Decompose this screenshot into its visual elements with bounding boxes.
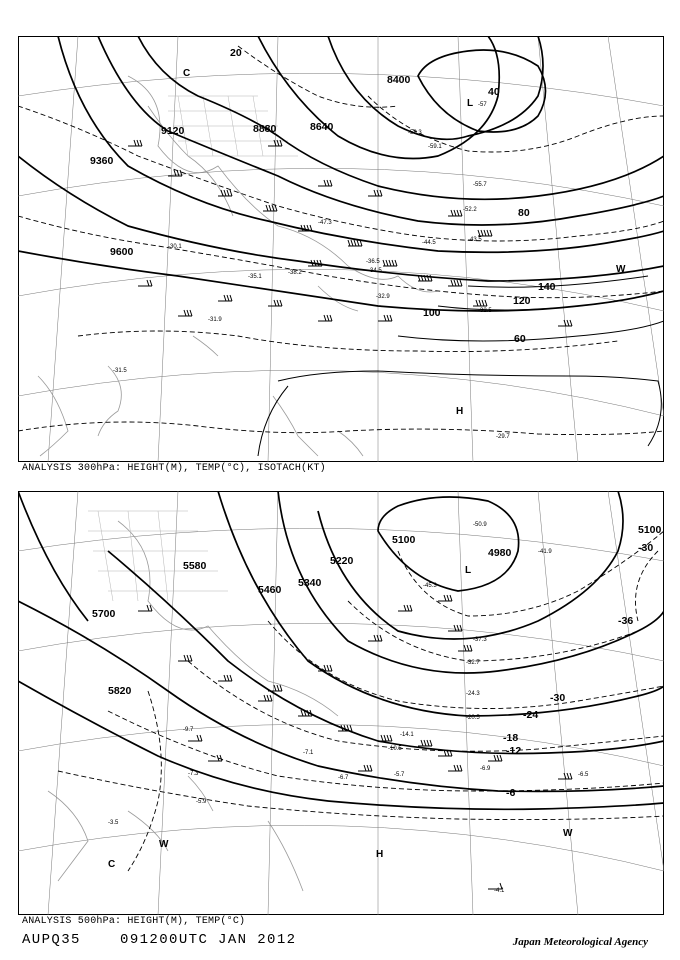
- temp-label: -32.5: [478, 308, 492, 314]
- isotach-label-20: 20: [230, 47, 242, 59]
- warm-center-marker: W: [616, 264, 626, 275]
- wind-barb-feather: [454, 280, 456, 286]
- height-label-5340: 5340: [298, 577, 322, 589]
- wind-barb-feather: [410, 605, 412, 611]
- temp-label: -30.1: [168, 244, 182, 250]
- wind-barb-feather: [357, 240, 359, 246]
- station-label: -3.5: [108, 820, 119, 826]
- wind-barb-feather: [174, 170, 176, 176]
- wind-barb-feather: [387, 315, 389, 321]
- wind-barb-feather: [301, 710, 303, 716]
- isotach-label-60: 60: [514, 333, 526, 345]
- wind-barb-feather: [266, 205, 268, 211]
- height-label-5580: 5580: [183, 560, 207, 572]
- wind-barb-feather: [384, 315, 386, 321]
- wind-barb-feather: [454, 210, 456, 216]
- wind-barb-feather: [200, 735, 202, 741]
- temp-label: -31.9: [208, 317, 222, 323]
- wind-barb-feather: [227, 295, 229, 301]
- wind-barb-feather: [267, 695, 269, 701]
- wind-barb-feather: [190, 310, 192, 316]
- wind-barbs: [128, 140, 572, 326]
- wind-barb-feather: [470, 645, 472, 651]
- wind-barb-feather: [430, 740, 432, 746]
- station-label: -4.1: [494, 888, 505, 894]
- isotach-label-80: 80: [518, 207, 530, 219]
- wind-barb-feather: [451, 210, 453, 216]
- wind-barb-feather: [481, 230, 483, 236]
- border-hatch: [168, 96, 298, 156]
- wind-barb-feather: [395, 260, 397, 266]
- height-label-5220: 5220: [330, 555, 354, 567]
- wind-barb-feather: [230, 675, 232, 681]
- temp-label: -29.7: [496, 434, 510, 440]
- wind-barb-feather: [380, 190, 382, 196]
- wind-barb-feather: [227, 675, 229, 681]
- wind-barb-feather: [230, 295, 232, 301]
- wind-barb-feather: [270, 695, 272, 701]
- wind-barb-feather: [381, 735, 383, 741]
- wind-barb-feather: [380, 635, 382, 641]
- agency-name: Japan Meteorological Agency: [512, 936, 648, 948]
- wind-barb-feather: [269, 205, 271, 211]
- cold-center-marker: C: [183, 68, 191, 79]
- high-pressure-marker: H: [376, 849, 384, 860]
- wind-barb-feather: [487, 230, 489, 236]
- wind-barb-feather: [277, 300, 279, 306]
- height-label-5820: 5820: [108, 685, 132, 697]
- station-label: -45.3: [423, 583, 437, 589]
- wind-barb-feather: [364, 765, 366, 771]
- wind-barb-feather: [351, 240, 353, 246]
- height-label-9600: 9600: [110, 246, 134, 258]
- border-hatch: [88, 511, 228, 601]
- map-300hpa: [18, 36, 664, 462]
- wind-barb-feather: [457, 280, 459, 286]
- temp-label: -44.5: [422, 240, 436, 246]
- height-label-5100-east: 5100: [638, 524, 662, 536]
- wind-barb-feather: [274, 300, 276, 306]
- station-label: -6.7: [338, 775, 349, 781]
- temp-label: -57: [478, 102, 487, 108]
- wind-barb-feather: [374, 190, 376, 196]
- wind-barb-feather: [457, 765, 459, 771]
- temp-label: -31.5: [113, 368, 127, 374]
- isotach-label-120: 120: [513, 295, 531, 307]
- temp-contour-label: -12: [506, 745, 522, 757]
- wind-barb-feather: [476, 300, 478, 306]
- low-pressure-marker: L: [465, 565, 472, 576]
- wind-barb-feather: [450, 595, 452, 601]
- wind-barb-feather: [457, 625, 459, 631]
- wind-barb-feather: [330, 665, 332, 671]
- wind-barb-feather: [147, 605, 149, 611]
- height-label-5700: 5700: [92, 608, 116, 620]
- temp-label: -38.2: [288, 270, 302, 276]
- wind-barb-feather: [460, 210, 462, 216]
- temp-contour-label: -18: [503, 732, 519, 744]
- wind-barb-feather: [387, 735, 389, 741]
- analysis-datetime: 091200UTC JAN 2012: [120, 932, 297, 948]
- isotach-label-40: 40: [488, 86, 500, 98]
- temp-label: -52.2: [463, 207, 477, 213]
- station-label: -50.9: [473, 522, 487, 528]
- wind-barb-feather: [383, 260, 385, 266]
- wind-barb-feather: [350, 725, 352, 731]
- wind-barb-feather: [280, 300, 282, 306]
- height-contours: [18, 491, 664, 809]
- map-500hpa-canvas: [18, 491, 664, 915]
- wind-barb-feather: [567, 773, 569, 779]
- wind-barb-feather: [447, 595, 449, 601]
- station-label: -6.5: [578, 772, 589, 778]
- station-label: -41.9: [538, 549, 552, 555]
- temperature-contours: [58, 531, 664, 871]
- wind-barb-feather: [460, 765, 462, 771]
- cold-center-marker: C: [108, 859, 116, 870]
- wind-barb-feather: [150, 280, 152, 286]
- wind-barb-feather: [230, 190, 232, 196]
- temp-label: -58.3: [408, 130, 422, 136]
- temp-label: -59.1: [428, 144, 442, 150]
- wind-barb-feather: [370, 765, 372, 771]
- low-pressure-marker: L: [467, 98, 474, 109]
- wind-barb-feather: [367, 765, 369, 771]
- wind-barb-feather: [427, 740, 429, 746]
- height-label-9120: 9120: [161, 125, 185, 137]
- wind-barb-feather: [187, 310, 189, 316]
- wind-barb-feather: [482, 300, 484, 306]
- wind-barb-feather: [221, 190, 223, 196]
- wind-barb-feather: [392, 260, 394, 266]
- wind-barb-feather: [197, 735, 199, 741]
- station-label: -20.5: [466, 715, 480, 721]
- station-label: -5.7: [394, 772, 405, 778]
- wind-barb-feather: [457, 210, 459, 216]
- warm-center-marker: W: [563, 828, 573, 839]
- wind-barb-feather: [190, 655, 192, 661]
- wind-barb-feather: [327, 180, 329, 186]
- temp-label: -34.5: [368, 268, 382, 274]
- wind-barb-feather: [404, 605, 406, 611]
- wind-barb-feather: [500, 755, 502, 761]
- wind-barb-feather: [184, 655, 186, 661]
- wind-barb-feather: [389, 260, 391, 266]
- temp-contour-label: -24: [523, 709, 539, 721]
- wind-barb-feather: [478, 230, 480, 236]
- temp-label: -47.3: [318, 220, 332, 226]
- wind-barb-feather: [224, 675, 226, 681]
- station-label: -7.3: [188, 771, 199, 777]
- station-label: -5.9: [196, 799, 207, 805]
- wind-barb-feather: [134, 140, 136, 146]
- wind-barb-feather: [224, 190, 226, 196]
- height-label-8400: 8400: [387, 74, 411, 86]
- wind-barb-feather: [264, 695, 266, 701]
- wind-barb-feather: [497, 755, 499, 761]
- wind-barb-feather: [484, 230, 486, 236]
- wind-barb-feather: [570, 320, 572, 326]
- temp-contour-label: -36: [618, 615, 634, 627]
- station-label: -10.5: [388, 746, 402, 752]
- wind-barb-feather: [227, 190, 229, 196]
- wind-barb-feather: [451, 280, 453, 286]
- height-label-8880: 8880: [253, 123, 277, 135]
- wind-barb-feather: [330, 315, 332, 321]
- wind-barb-feather: [384, 735, 386, 741]
- station-label: -32.7: [466, 660, 480, 666]
- wind-barb-feather: [390, 735, 392, 741]
- wind-barb-feather: [567, 320, 569, 326]
- wind-barb-feather: [454, 765, 456, 771]
- wind-barb-feather: [467, 645, 469, 651]
- wind-barb-feather: [280, 685, 282, 691]
- station-label: -24.3: [466, 691, 480, 697]
- station-label: -7.1: [303, 750, 314, 756]
- map-300hpa-canvas: [18, 36, 664, 462]
- wind-barb-feather: [570, 773, 572, 779]
- temp-label: -43.5: [468, 237, 482, 243]
- wind-barb-feather: [180, 170, 182, 176]
- station-label: -37.3: [473, 637, 487, 643]
- wind-barb-feather: [460, 625, 462, 631]
- caption-300hpa: ANALYSIS 300hPa: HEIGHT(M), TEMP(°C), ISOTACH(KT): [22, 463, 326, 474]
- wind-barb-feather: [187, 655, 189, 661]
- wind-barb-feather: [220, 755, 222, 761]
- wind-barb-feather: [354, 240, 356, 246]
- wind-barb-feather: [421, 740, 423, 746]
- wind-barb-feather: [430, 275, 432, 281]
- wind-barb-feather: [479, 300, 481, 306]
- station-label: -9.7: [183, 727, 194, 733]
- station-label: -14.1: [400, 732, 414, 738]
- wind-barb-feather: [272, 205, 274, 211]
- wind-barb-feather: [147, 280, 149, 286]
- wind-barb-feather: [324, 315, 326, 321]
- wind-barb-feather: [464, 645, 466, 651]
- isotach-label-140: 140: [538, 281, 556, 293]
- wind-barb-feather: [460, 280, 462, 286]
- wind-barb-feather: [274, 685, 276, 691]
- isotach-contours: [258, 276, 664, 456]
- temp-contour-label: -6: [506, 787, 516, 799]
- wind-barb-feather: [137, 140, 139, 146]
- height-label-8640: 8640: [310, 121, 334, 133]
- wind-barb-feather: [454, 625, 456, 631]
- wind-barb-feather: [327, 315, 329, 321]
- product-header: [22, 932, 296, 948]
- high-pressure-marker: H: [456, 406, 464, 417]
- wind-barb-feather: [275, 205, 277, 211]
- station-label: -6.9: [480, 766, 491, 772]
- wind-barb-feather: [224, 295, 226, 301]
- wind-barb-feather: [327, 665, 329, 671]
- wind-barb-feather: [494, 755, 496, 761]
- wind-barb-feather: [324, 180, 326, 186]
- wind-barb-feather: [390, 315, 392, 321]
- wind-barb-feather: [330, 180, 332, 186]
- wind-barb-feather: [140, 140, 142, 146]
- temp-label: -55.7: [473, 182, 487, 188]
- wind-barb-feather: [277, 685, 279, 691]
- wind-barb-feather: [348, 240, 350, 246]
- temp-label: -35.1: [248, 274, 262, 280]
- wind-barb-feather: [490, 230, 492, 236]
- wind-barb-feather: [386, 260, 388, 266]
- wind-barb-feather: [424, 740, 426, 746]
- wind-barb-feather: [184, 310, 186, 316]
- height-label-5460: 5460: [258, 584, 282, 596]
- wind-barb-feather: [374, 635, 376, 641]
- height-label-9360: 9360: [90, 155, 114, 167]
- temp-contour-label: -30: [550, 692, 566, 704]
- height-label-5100: 5100: [392, 534, 416, 546]
- map-500hpa: [18, 491, 664, 915]
- product-code: AUPQ35: [22, 932, 81, 948]
- temp-label: -32.9: [376, 294, 390, 300]
- warm-center-marker: W: [159, 839, 169, 850]
- temp-contour-label: -30: [638, 542, 654, 554]
- height-label-4980: 4980: [488, 547, 512, 559]
- temp-label: -36.5: [366, 259, 380, 265]
- isotach-label-100: 100: [423, 307, 441, 319]
- wind-barb-feather: [485, 300, 487, 306]
- wind-barb-feather: [444, 595, 446, 601]
- wind-barb-feather: [407, 605, 409, 611]
- caption-500hpa: ANALYSIS 500hPa: HEIGHT(M), TEMP(°C): [22, 916, 246, 927]
